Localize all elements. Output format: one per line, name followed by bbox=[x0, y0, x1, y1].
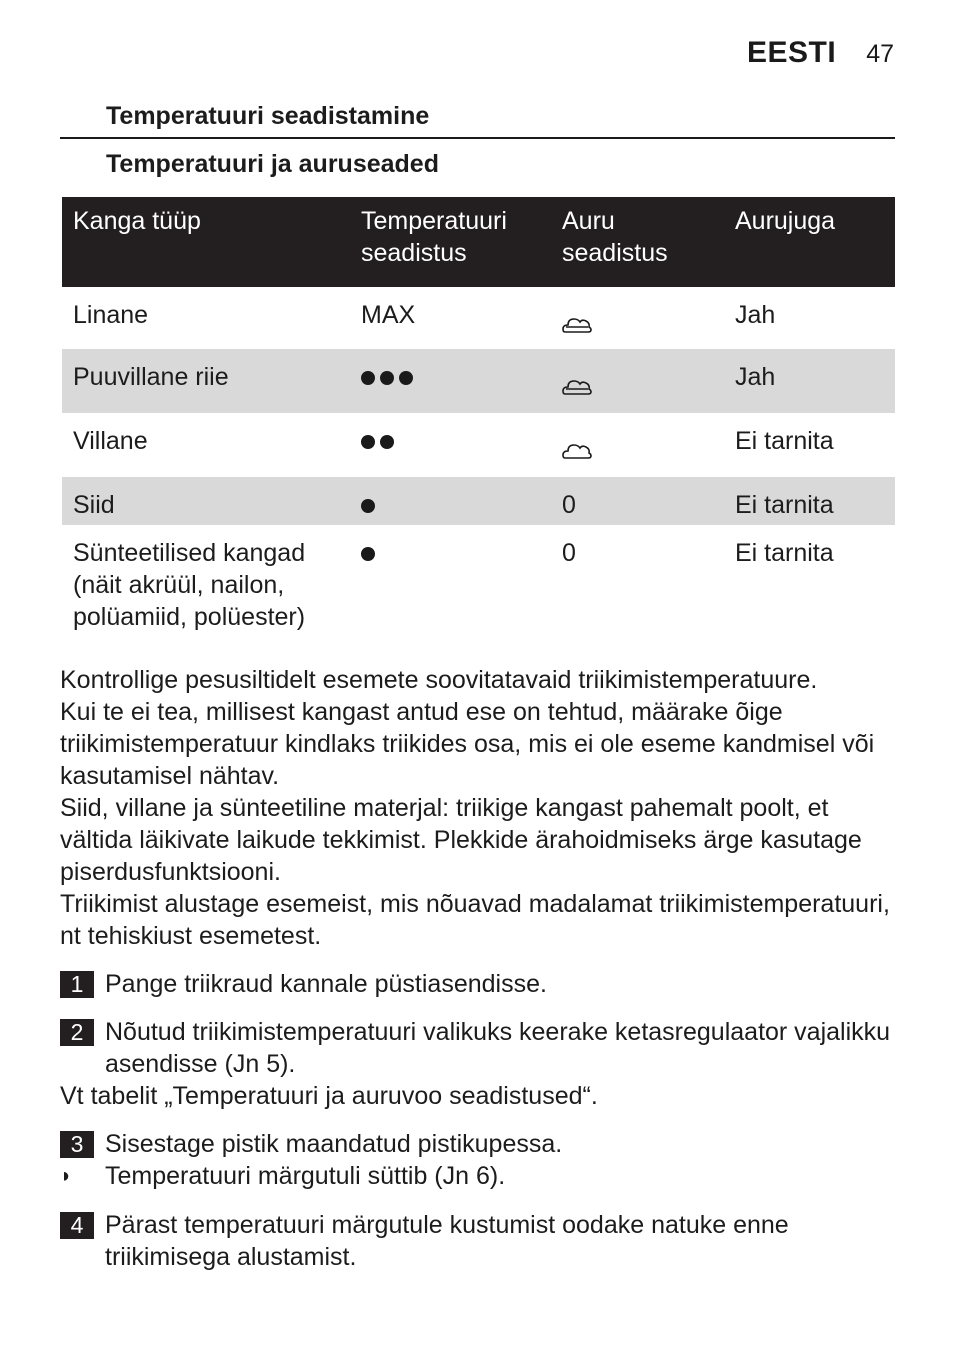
steam-cell bbox=[551, 413, 724, 477]
header-temperature: Temperatuuri seadistus bbox=[350, 197, 551, 287]
temperature-dots bbox=[361, 435, 394, 449]
table-row bbox=[62, 477, 895, 525]
steam-cell bbox=[551, 477, 724, 525]
fabric-cell: Sünteetilised kangad (näit akrüül, nailon, polüamiid, polüester) bbox=[73, 539, 306, 631]
temperature-cell bbox=[350, 287, 551, 349]
step-3 bbox=[60, 1128, 900, 1160]
step-4 bbox=[60, 1209, 900, 1273]
steam-cell bbox=[551, 525, 724, 635]
page-number: 47 bbox=[866, 40, 894, 68]
result-arrow-icon: ◗ bbox=[60, 1165, 73, 1187]
temperature-cell bbox=[350, 413, 551, 477]
step-text: Pange triikraud kannale püstiasendisse. bbox=[105, 970, 547, 998]
temperature-dots bbox=[361, 547, 375, 561]
step-text: Pärast temperatuuri märgutule kustumist oodake natuke enne triikimisega alustamist. bbox=[105, 1211, 789, 1271]
result-text: Temperatuuri märgutuli süttib (Jn 6). bbox=[105, 1162, 506, 1190]
temperature-dot-icon bbox=[361, 547, 375, 561]
section-divider bbox=[60, 137, 895, 139]
settings-table bbox=[62, 197, 895, 635]
temperature-dot-icon bbox=[361, 371, 375, 385]
steam-text: 0 bbox=[562, 539, 576, 567]
paragraph: Kontrollige pesusiltidelt esemete soovitatavaid triikimistemperatuure. bbox=[60, 666, 818, 694]
steam-min-icon bbox=[562, 439, 592, 461]
temperature-cell bbox=[350, 349, 551, 413]
step-3-result bbox=[60, 1160, 900, 1192]
temperature-dots bbox=[361, 499, 375, 513]
paragraph: Kui te ei tea, millisest kangast antud ese on tehtud, määrake õige triikimistemperatuur kindlaks triikides osa, mis ei ole eseme kandmisel või kasutamisel nähtav. bbox=[60, 698, 875, 790]
table-row bbox=[62, 525, 895, 635]
steam-cell bbox=[551, 287, 724, 349]
step-number: 3 bbox=[60, 1131, 94, 1158]
table-row bbox=[62, 413, 895, 477]
table-row bbox=[62, 349, 895, 413]
step-number: 2 bbox=[60, 1019, 94, 1046]
table-row bbox=[62, 287, 895, 349]
steam-cell bbox=[551, 349, 724, 413]
steam-max-icon bbox=[562, 375, 592, 397]
steam-max-icon bbox=[562, 313, 592, 335]
temperature-dot-icon bbox=[380, 435, 394, 449]
fabric-cell: Villane bbox=[73, 427, 148, 455]
step-number: 4 bbox=[60, 1212, 94, 1239]
language-label: EESTI bbox=[746, 36, 837, 69]
temperature-dot-icon bbox=[399, 371, 413, 385]
step-number: 1 bbox=[60, 971, 94, 998]
shot-cell: Ei tarnita bbox=[735, 539, 834, 567]
page-header bbox=[747, 36, 894, 70]
temperature-cell bbox=[350, 477, 551, 525]
shot-cell: Ei tarnita bbox=[724, 477, 895, 525]
temperature-dots bbox=[361, 371, 413, 385]
header-shot: Aurujuga bbox=[724, 197, 895, 287]
table-header-row bbox=[62, 197, 895, 287]
subsection-title: Temperatuuri ja auruseaded bbox=[106, 150, 439, 178]
header-fabric: Kanga tüüp bbox=[62, 197, 350, 287]
step-1 bbox=[60, 968, 900, 1000]
shot-cell: Jah bbox=[735, 301, 776, 329]
section-title: Temperatuuri seadistamine bbox=[106, 102, 430, 130]
fabric-cell: Linane bbox=[73, 301, 149, 329]
temperature-text: MAX bbox=[361, 301, 416, 329]
instructions-text bbox=[60, 664, 900, 952]
step-text: Nõutud triikimistemperatuuri valikuks keerake ketasregulaator vajalikku asendisse (Jn 5). bbox=[105, 1018, 891, 1078]
table-reference-note: Vt tabelit „Temperatuuri ja auruvoo seadistused“. bbox=[60, 1082, 598, 1110]
temperature-dot-icon bbox=[380, 371, 394, 385]
header-steam: Auru seadistus bbox=[551, 197, 724, 287]
steam-text: 0 bbox=[562, 491, 576, 519]
paragraph: Siid, villane ja sünteetiline materjal: triikige kangast pahemalt poolt, et vältida läikivate laikude tekkimist. Plekkide ärahoidmiseks ärge kasutage piserdusfunktsiooni. bbox=[60, 794, 862, 886]
step-2 bbox=[60, 1016, 900, 1080]
temperature-cell bbox=[350, 525, 551, 635]
fabric-cell: Puuvillane riie bbox=[62, 349, 350, 413]
step-text: Sisestage pistik maandatud pistikupessa. bbox=[105, 1130, 563, 1158]
temperature-dot-icon bbox=[361, 435, 375, 449]
temperature-dot-icon bbox=[361, 499, 375, 513]
shot-cell: Jah bbox=[724, 349, 895, 413]
paragraph: Triikimist alustage esemeist, mis nõuavad madalamat triikimistemperatuuri, nt tehiskiust esemetest. bbox=[60, 890, 890, 950]
shot-cell: Ei tarnita bbox=[735, 427, 834, 455]
fabric-cell: Siid bbox=[62, 477, 350, 525]
